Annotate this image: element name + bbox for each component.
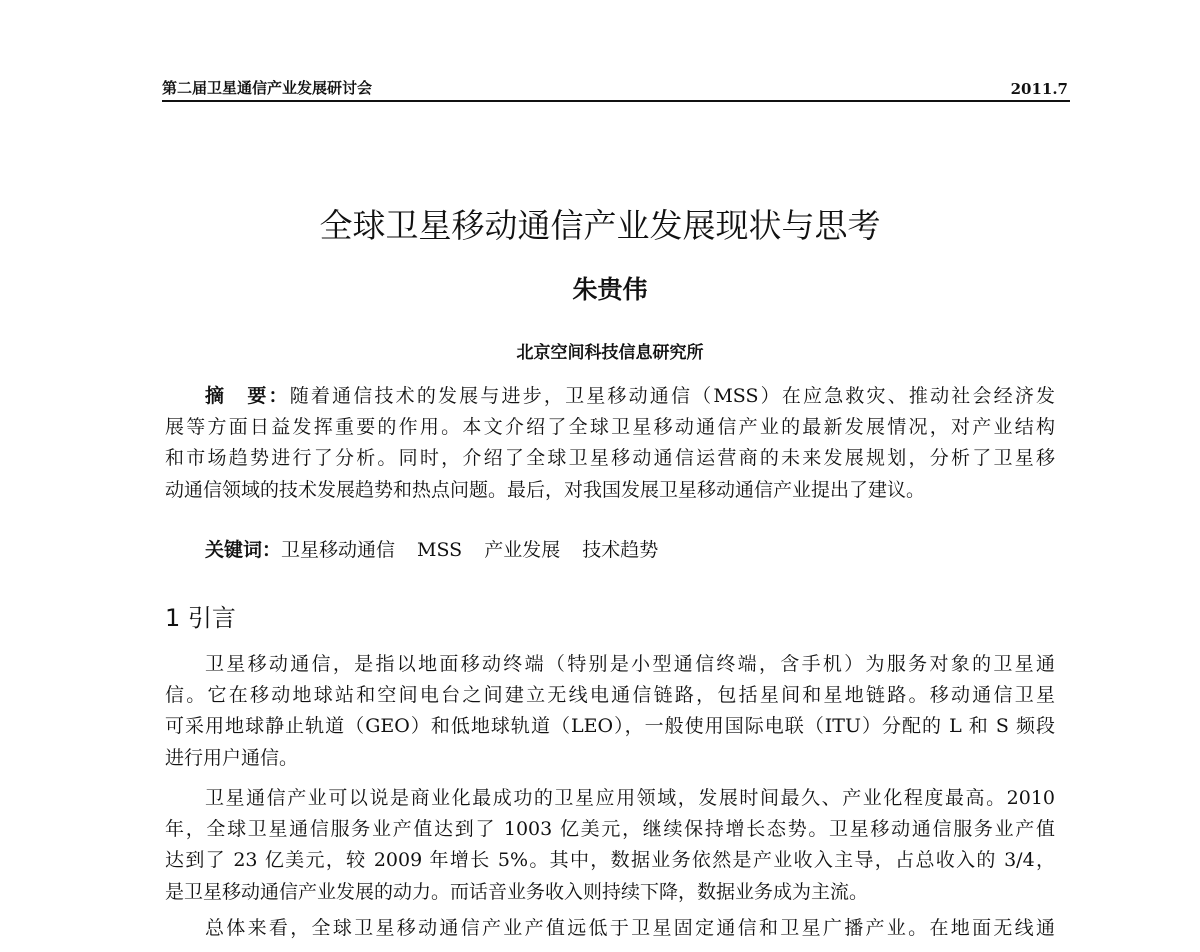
- keywords: [205, 535, 680, 562]
- abstract-label: 摘 要：: [205, 385, 290, 407]
- paper-title: 全球卫星移动通信产业发展现状与思考: [319, 206, 881, 245]
- paragraph-line: 进行用户通信。: [165, 746, 299, 769]
- keyword: 技术趋势: [582, 539, 659, 561]
- header-date: 2011.7: [1010, 80, 1068, 98]
- paragraph-line: 是卫星移动通信产业发展的动力。而话音业务收入则持续下降，数据业务成为主流。: [165, 880, 869, 903]
- paragraph: [165, 649, 1055, 774]
- paragraph-line: 卫星通信产业可以说是商业化最成功的卫星应用领域，发展时间最久、产业化程度最高。2010: [205, 787, 1055, 809]
- paragraph-line: 信。它在移动地球站和空间电台之间建立无线电通信链路，包括星间和星地链路。移动通信卫星: [165, 684, 1055, 707]
- paragraph-line: 总体来看，全球卫星移动通信产业产值远低于卫星固定通信和卫星广播产业。在地面无线通: [205, 917, 1055, 939]
- keywords-label: 关键词：: [205, 539, 282, 561]
- affiliation: 北京空间科技信息研究所: [516, 343, 704, 363]
- abstract-line: 和市场趋势进行了分析。同时，介绍了全球卫星移动通信运营商的未来发展规划，分析了卫星移: [165, 447, 1055, 470]
- paragraph-line: 年，全球卫星通信服务业产值达到了 1003 亿美元，继续保持增长态势。卫星移动通信服务业产值: [165, 818, 1055, 841]
- running-header: [162, 76, 1070, 102]
- paragraph-line: 卫星移动通信，是指以地面移动终端（特别是小型通信终端，含手机）为服务对象的卫星通: [205, 653, 1055, 675]
- paragraph-line: 达到了 23 亿美元，较 2009 年增长 5%。其中，数据业务依然是产业收入主导，占总收入的 3/4，: [165, 849, 1055, 872]
- abstract-line: 展等方面日益发挥重要的作用。本文介绍了全球卫星移动通信产业的最新发展情况，对产业结构: [165, 416, 1055, 439]
- paragraph: [165, 913, 1055, 944]
- conference-name: 第二届卫星通信产业发展研讨会: [162, 79, 373, 97]
- paragraph: [165, 783, 1055, 908]
- keyword: 卫星移动通信: [281, 539, 396, 561]
- abstract: [165, 381, 1055, 506]
- abstract-line: 动通信领域的技术发展趋势和热点问题。最后，对我国发展卫星移动通信产业提出了建议。: [165, 478, 926, 501]
- section-heading: 1 引言: [165, 604, 236, 632]
- keyword: MSS: [417, 539, 463, 561]
- author: 朱贵伟: [572, 275, 648, 304]
- abstract-line: 摘 要：随着通信技术的发展与进步，卫星移动通信（MSS）在应急救灾、推动社会经济发: [205, 385, 1055, 407]
- keyword: 产业发展: [484, 539, 561, 561]
- paragraph-line: 可采用地球静止轨道（GEO）和低地球轨道（LEO），一般使用国际电联（ITU）分配的 L 和 S 频段: [165, 715, 1055, 738]
